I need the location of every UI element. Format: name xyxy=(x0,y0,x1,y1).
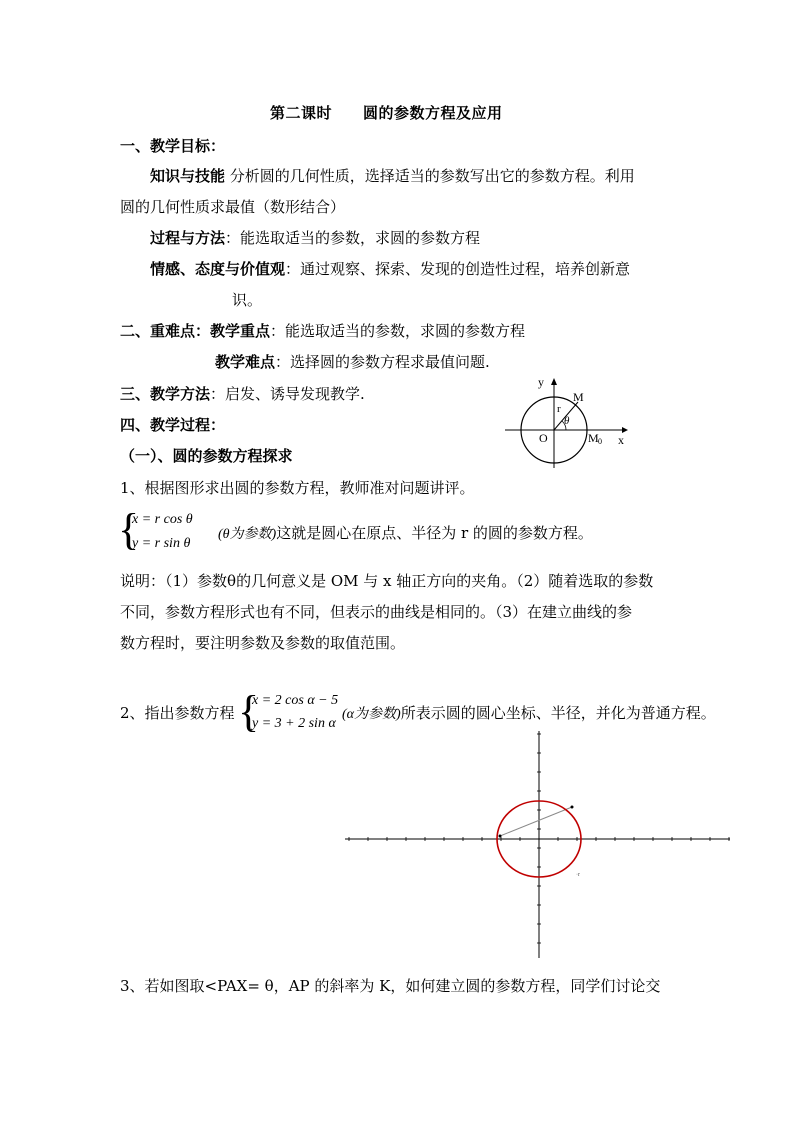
item-1-eq-x: x = r cos θ xyxy=(132,512,193,527)
emotion-line xyxy=(150,259,630,279)
section-2-line xyxy=(120,321,525,341)
section-3-heading: 三、教学方法 xyxy=(120,385,211,403)
plot-label-icon: ·r xyxy=(576,872,580,878)
item-2-tail-line xyxy=(342,703,716,725)
section-1-heading: 一、教学目标： xyxy=(120,137,226,155)
item-1-param-note: (θ为参数) xyxy=(218,527,277,542)
item-2-param-note: (α为参数) xyxy=(342,707,401,722)
knowledge-text: 分析圆的几何性质，选择适当的参数写出它的参数方程。利用 xyxy=(225,167,635,185)
page-title: 第二课时 圆的参数方程及应用 xyxy=(270,104,503,122)
emotion-text: ：通过观察、探索、发现的创造性过程，培养创新意 xyxy=(285,260,631,278)
fig1-y-label: y xyxy=(538,375,544,389)
fig1-r-label: r xyxy=(557,403,561,415)
y-axis-arrow-icon xyxy=(551,378,557,385)
plot-point-a xyxy=(499,835,502,838)
process-line xyxy=(150,228,480,248)
explain-line-3: 数方程时，要注明参数及参数的取值范围。 xyxy=(120,634,406,652)
item-2-prefix: 2、指出参数方程 xyxy=(120,704,235,722)
item-2-eq-x: x = 2 cos α − 5 xyxy=(252,693,339,708)
section-2-heading: 二、重难点： xyxy=(120,322,211,340)
difficulty-line xyxy=(215,352,490,372)
difficulty-label: 教学难点 xyxy=(215,353,276,371)
difficulty-text: ：选择圆的参数方程求最值问题. xyxy=(275,353,490,371)
brace-1-icon: { xyxy=(118,505,140,554)
explain-line-1: 说明：（1）参数θ的几何意义是 OM 与 x 轴正方向的夹角。（2）随着选取的参数 xyxy=(120,572,654,590)
process-label: 过程与方法 xyxy=(150,229,226,247)
emotion-label: 情感、态度与价值观 xyxy=(150,260,286,278)
knowledge-label: 知识与技能 xyxy=(150,167,226,185)
item-1-tail-line xyxy=(218,523,593,545)
item-2-tail: 所表示圆的圆心坐标、半径，并化为普通方程。 xyxy=(400,704,716,722)
section-3-text: ：启发、诱导发现教学. xyxy=(210,385,365,403)
fig1-m0-subscript: 0 xyxy=(598,437,602,446)
fig1-x-label: x xyxy=(618,433,624,447)
plot-x-ticks xyxy=(349,837,729,841)
fig1-origin-label: O xyxy=(539,431,548,445)
key-point-text: ：能选取适当的参数，求圆的参数方程 xyxy=(270,322,526,340)
circle-plot-figure xyxy=(340,728,735,963)
key-point-label: 教学重点 xyxy=(210,322,271,340)
item-1-tail: 这就是圆心在原点、半径为 r 的圆的参数方程。 xyxy=(276,524,593,542)
explain-line-2: 不同，参数方程形式也有不同，但表示的曲线是相同的。（3）在建立曲线的参 xyxy=(120,603,633,621)
brace-2-icon: { xyxy=(238,687,260,736)
fig1-m-label: M xyxy=(573,390,584,404)
item-1-eq-y: y = r sin θ xyxy=(132,536,191,551)
plot-point-p xyxy=(571,806,574,809)
knowledge-line xyxy=(150,166,635,186)
item-1-text: 1、根据图形求出圆的参数方程，教师准对问题讲评。 xyxy=(120,479,475,497)
section-3-line xyxy=(120,384,365,404)
unit-circle-figure xyxy=(500,372,630,472)
emotion-text-2: 识。 xyxy=(232,291,263,309)
fig1-m0-label: M xyxy=(588,431,599,445)
fig1-theta-label: θ xyxy=(564,415,570,427)
knowledge-text-2: 圆的几何性质求最值（数形结合） xyxy=(120,198,346,216)
section-4-heading: 四、教学过程： xyxy=(120,416,226,434)
item-3-text: 3、若如图取<PAX= θ，AP 的斜率为 K，如何建立圆的参数方程，同学们讨论交 xyxy=(120,977,661,995)
subsection-1-heading: （一）、圆的参数方程探求 xyxy=(120,447,293,465)
process-text: ：能选取适当的参数，求圆的参数方程 xyxy=(225,229,481,247)
item-2-eq-y: y = 3 + 2 sin α xyxy=(252,716,336,731)
